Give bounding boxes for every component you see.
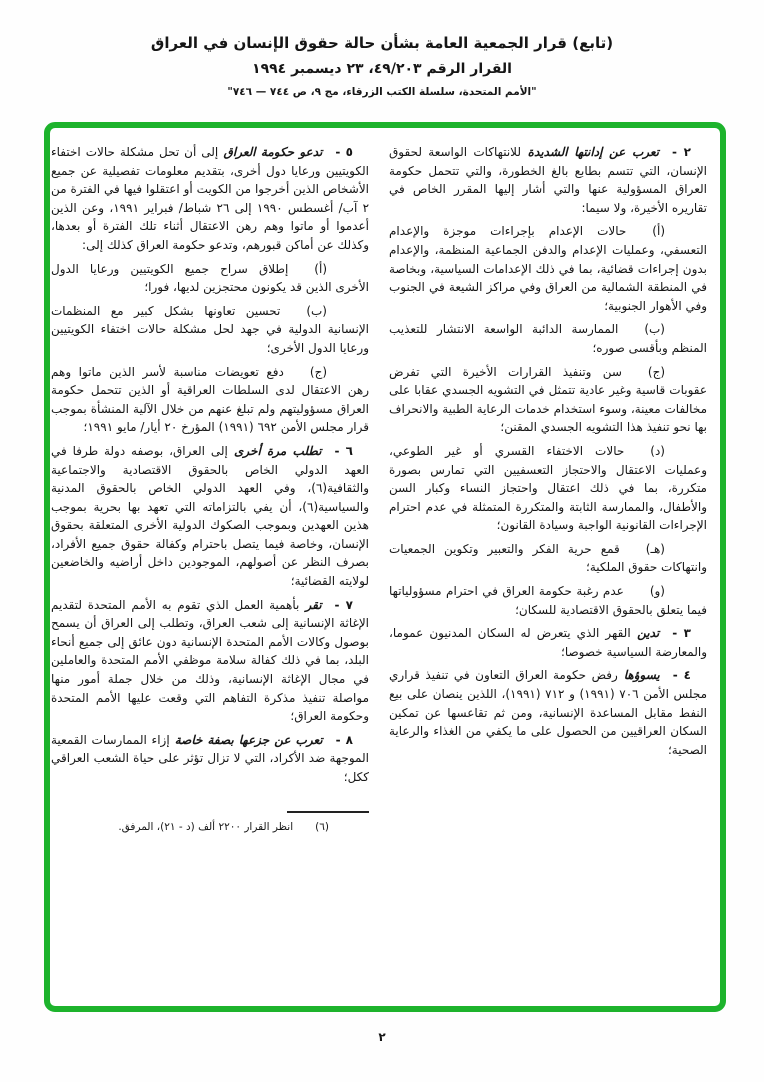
document-header bbox=[0, 34, 764, 98]
paragraph-text: عدم رغبة حكومة العراق في احترام مسؤولياتها فيما يتعلق بالحقوق الاقتصادية للسكان؛ bbox=[389, 584, 707, 617]
green-border-frame bbox=[44, 122, 726, 1012]
footnote-separator-rule bbox=[287, 811, 369, 813]
document-title: (تابع) قرار الجمعية العامة بشأن حالة حقوق الإنسان في العراق bbox=[150, 34, 614, 52]
text-column-right bbox=[389, 143, 707, 764]
paragraph-text: إزاء الممارسات القمعية الموجهة ضد الأكراد، التي لا تزال تؤثر على حياة الشعب العراقي ككل؛ bbox=[51, 732, 369, 784]
operative-lead: يسوؤها bbox=[617, 668, 660, 683]
resolution-subparagraph bbox=[389, 320, 707, 357]
operative-lead: تطلب مرة أخرى bbox=[227, 443, 322, 458]
resolution-subparagraph bbox=[389, 540, 707, 577]
resolution-subparagraph bbox=[389, 222, 707, 315]
paragraph-number: ٥ - bbox=[335, 145, 353, 159]
resolution-subparagraph bbox=[389, 582, 707, 619]
paragraph-number: ٤ - bbox=[672, 668, 691, 683]
item-marker: (أ) bbox=[314, 261, 327, 276]
item-marker: (أ) bbox=[652, 224, 665, 239]
paragraph-number: ٣ - bbox=[672, 626, 691, 641]
footnote-text-content: انظر القرار ٢٢٠٠ ألف (د - ٢١)، المرفق. bbox=[118, 820, 294, 833]
operative-lead: تعرب عن إدانتها الشديدة bbox=[521, 145, 660, 159]
paragraph-text: للانتهاكات الواسعة لحقوق الإنسان، التي تتسم بطابع بالغ الخطورة، والتي تتحمل حكومة العراق المسؤولية عنها والتي أشار إليها المقرر الخاص في تقاريره الأخيرة، ولا سيما: bbox=[389, 145, 707, 215]
resolution-subparagraph bbox=[51, 363, 369, 437]
footnote-marker: (٦) bbox=[315, 820, 329, 833]
item-marker: (ب) bbox=[644, 322, 665, 337]
resolution-paragraph bbox=[51, 596, 369, 726]
resolution-paragraph bbox=[389, 666, 707, 759]
paragraph-text: إلى أن تحل مشكلة حالات اختفاء الكويتيين ورعايا دول أخرى، بتقديم معلومات تفصيلية عن جميع الأشخاص الذين أخرجوا من الكويت أو اعتقلوا فيها في الفترة من ٢ آب/ أغسطس ١٩٩٠ إلى ٢٦ شباط/ فبراير ١٩٩١، وعن الذين أعدموا أو ماتوا وهم رهن الاعتقال أثناء تلك الفترة أو بعدها، وكذلك عن أماكن قبورهم، وتدعو حكومة العراق كذلك إلى: bbox=[51, 145, 370, 252]
paragraph-text: قمع حرية الفكر والتعبير وتكوين الجمعيات وانتهاكات حقوق الملكية؛ bbox=[389, 541, 707, 575]
item-marker: (ج) bbox=[647, 364, 665, 379]
operative-lead: تدعو حكومة العراق bbox=[218, 145, 323, 159]
resolution-paragraph bbox=[389, 143, 707, 217]
resolution-number-line: القرار الرقم ٤٩/٢٠٣، ٢٣ ديسمبر ١٩٩٤ bbox=[252, 61, 512, 77]
page-number: ٢ bbox=[378, 1030, 386, 1044]
paragraph-number: ٦ - bbox=[334, 443, 353, 458]
two-column-text-area bbox=[50, 128, 720, 850]
resolution-paragraph bbox=[51, 731, 369, 787]
operative-lead: تقر bbox=[299, 597, 322, 612]
paragraph-text: حالات الاختفاء القسري أو غير الطوعي، وعمليات الاعتقال والاحتجاز التعسفيين التي تمارس بصورة متكررة، بما في ذلك اعتقال واحتجاز النساء وكبار السن والأطفال، والممارسة الثابتة والمتكررة المتمثلة في عدم احترام الإجراءات القانونية الواجبة وسيادة القانون؛ bbox=[389, 443, 707, 533]
paragraph-text: بأهمية العمل الذي تقوم به الأمم المتحدة لتقديم الإغاثة الإنسانية إلى شعب العراق، وتطلب إلى العراق أن يسمح بوصول وكالات الأمم المتحدة الإنسانية دون عائق إلى جميع أنحاء البلد، بما في ذلك كفالة سلامة موظفي الأمم المتحدة والعاملين في مجال الإغاثة الإنسانية، وذلك من خلال جملة أمور منها مواصلة تنفيذ مذكرة التفاهم التي وقعت عليها الأمم المتحدة وحكومة العراق؛ bbox=[51, 597, 369, 724]
resolution-subparagraph bbox=[389, 442, 707, 535]
paragraph-number: ٧ - bbox=[334, 597, 353, 612]
resolution-subparagraph bbox=[51, 302, 369, 358]
paragraph-text: القهر الذي يتعرض له السكان المدنيون عموما، والمعارضة السياسية خصوصا؛ bbox=[389, 626, 707, 659]
paragraph-number: ٢ - bbox=[672, 145, 691, 159]
source-citation-line: "الأمم المتحدة، سلسلة الكتب الزرقاء، مج ٩، ص ٧٤٤ — ٧٤٦" bbox=[227, 86, 537, 98]
resolution-paragraph bbox=[51, 143, 369, 255]
item-marker: (ج) bbox=[309, 364, 327, 379]
resolution-paragraph bbox=[389, 624, 707, 661]
operative-lead: تدين bbox=[630, 626, 660, 641]
paragraph-number: ٨ - bbox=[335, 732, 353, 747]
footnote-block bbox=[51, 811, 369, 836]
resolution-subparagraph bbox=[389, 363, 707, 437]
text-column-left bbox=[51, 143, 369, 840]
paragraph-text: رفض حكومة العراق التعاون في تنفيذ قراري مجلس الأمن ٧٠٦ (١٩٩١) و ٧١٢ (١٩٩١)، اللذين ينصان على بيع النفط مقابل المساعدة الإنسانية، ومن ثم تقاعسها عن تمكين السكان العراقيين من الحصول على ما يكفي من الغذاء والرعاية الصحية؛ bbox=[389, 668, 707, 757]
resolution-subparagraph bbox=[51, 260, 369, 297]
item-marker: (هـ) bbox=[645, 541, 665, 556]
resolution-paragraph bbox=[51, 442, 369, 591]
paragraph-text: تحسين تعاونها بشكل كبير مع المنظمات الإنسانية الدولية في جهد لحل مشكلة حالات اختفاء الكويتيين ورعايا الدول الأخرى؛ bbox=[51, 303, 369, 355]
operative-lead: تعرب عن جزعها بصفة خاصة bbox=[169, 732, 323, 747]
item-marker: (ب) bbox=[306, 303, 327, 318]
paragraph-text: سن وتنفيذ القرارات الأخيرة التي تفرض عقوبات قاسية وغير عادية تتمثل في التشويه الجسدي عقابا على مخالفات معينة، وسوء استخدام خدمات الرعاية الطبية والانحراف بها نحو تنفيذ هذا التشويه الجسدي المقنن؛ bbox=[389, 364, 707, 435]
paragraph-text: دفع تعويضات مناسبة لأسر الذين ماتوا وهم رهن الاعتقال لدى السلطات العراقية أو الذين تتحمل حكومة العراق مسؤوليتهم ولم تبلغ عنهم من خلال الآلية المنشأة بموجب قرار مجلس الأمن ٦٩٢ (١٩٩١) المؤرخ ٢٠ أيار/ مايو ١٩٩١؛ bbox=[51, 364, 369, 435]
item-marker: (د) bbox=[650, 443, 665, 458]
paragraph-text: الممارسة الدائبة الواسعة الانتشار للتعذيب المنظم وبأقسى صوره؛ bbox=[389, 322, 707, 355]
paragraph-text: إطلاق سراح جميع الكويتيين ورعايا الدول الأخرى الذين قد يكونون محتجزين لديها، فورا؛ bbox=[51, 261, 369, 295]
footnote bbox=[51, 820, 369, 836]
item-marker: (و) bbox=[649, 584, 665, 599]
paragraph-text: حالات الإعدام بإجراءات موجزة والإعدام التعسفي، وعمليات الإعدام والدفن الجماعية المنظمة، والإعدام بدون إجراءات قضائية، بما في ذلك الإعدامات السياسية، وبخاصة في المنطقة الشمالية من العراق وفي مراكز الشيعة في الجنوب وفي الأهوار الجنوبية؛ bbox=[389, 224, 707, 313]
paragraph-text: إلى العراق، بوصفه دولة طرفا في العهد الدولي الخاص بالحقوق الاقتصادية والاجتماعية والثقافية(٦)، وفي العهد الدولي الخاص بالحقوق المدنية والسياسية(٦)، أن يفي بالتزاماته التي تعهد بها بحرية بموجب هذين العهدين وبموجب الصكوك الدولية الأخرى المتعلقة بحقوق الإنسان، وخاصة فيما يتصل باحترام وكفالة حقوق جميع الأفراد، بصرف النظر عن أصولهم، الموجودين داخل أراضيه والخاضعين لولايته القضائية؛ bbox=[51, 443, 369, 589]
